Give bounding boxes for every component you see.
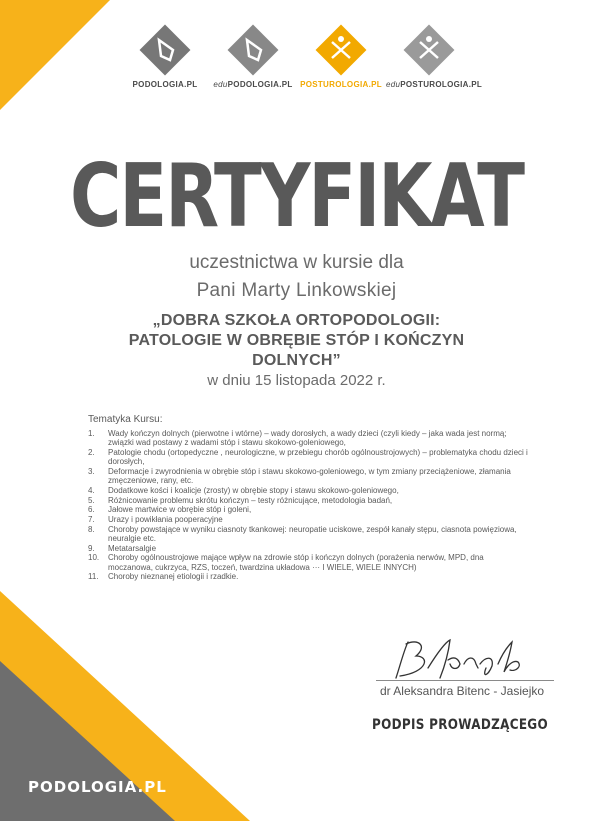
course-date: w dniu 15 listopada 2022 r. (207, 372, 386, 389)
list-item: 4. Dodatkowe kości i koalicje (zrosty) w obrębie stopy i stawu skokowo-goleniowego, (88, 485, 399, 495)
signature-label: PODPIS PROWADZĄCEGO (372, 716, 548, 733)
partner-logos (122, 22, 483, 102)
certificate-subtitle: uczestnictwa w kursie dla (189, 252, 404, 273)
course-topics (88, 415, 528, 582)
list-item: 1. Wady kończyn dolnych (pierwotne i wtórne) – wady dorosłych, a wady dzieci (czyli kiedy – jaka wada jest normą; związki wad postawy z wadami stóp i stawu skokowo-goleniowego, (88, 429, 507, 448)
footer-brand: PODOLOGIA.PL (28, 778, 167, 796)
handwritten-signature (388, 638, 538, 682)
corner-accent-top-left (0, 0, 110, 110)
posture-icon (401, 22, 457, 78)
list-item: 10. Choroby ogólnoustrojowe mające wpływ na zdrowie stóp i kończyn dolnych (porażenia nerwów, MPD, dna moczanowa, cukrzyca, RZS, toczeń, twardzina układowa ··· I WIELE, WIELE INNYCH) (88, 553, 484, 572)
foot-icon (137, 22, 193, 78)
list-item: 9. Metatarsalgie (88, 543, 157, 553)
list-item: 11. Choroby nieznanej etiologii i rzadkie. (88, 572, 239, 582)
logo-podologia: PODOLOGIA.PL (122, 22, 208, 89)
signature-line (376, 680, 554, 681)
logo-edu-posturologia: eduPOSTUROLOGIA.PL (386, 22, 472, 89)
list-item: 6. Jałowe martwice w obrębie stóp i goleni, (88, 505, 252, 515)
signer-name: dr Aleksandra Bitenc - Jasiejko (379, 684, 545, 698)
list-item: 3. Deformacje i zwyrodnienia w obrębie stóp i stawu skokowo-goleniowego, w tym zmiany przeciążeniowe, złamania zmęczeniowe, rany, etc. (88, 467, 511, 486)
posture-icon (313, 22, 369, 78)
logo-posturologia: POSTUROLOGIA.PL (298, 22, 384, 89)
logo-edu-podologia: eduPODOLOGIA.PL (210, 22, 296, 89)
recipient-name: Pani Marty Linkowskiej (196, 280, 397, 301)
list-item: 7. Urazy i powikłania pooperacyjne (88, 515, 223, 525)
list-item: 5. Różnicowanie problemu skrótu kończyn – testy różnicujące, metodologia badań, (88, 495, 393, 505)
topics-list (88, 429, 528, 581)
course-title: „DOBRA SZKOŁA ORTOPODOLOGII: PATOLOGIE W OBRĘBIE STÓP I KOŃCZYN DOLNYCH” (128, 312, 465, 369)
foot-icon (225, 22, 281, 78)
topics-heading: Tematyka Kursu: (88, 414, 163, 425)
certificate-title: CERTYFIKAT (70, 144, 523, 247)
list-item: 2. Patologie chodu (ortopedyczne , neurologiczne, w przebiegu chorób ogólnoustrojowych) – problematyka chodu dzieci i dorosłych, (88, 448, 528, 467)
list-item: 8. Choroby powstające w wyniku ciasnoty tkankowej: neuropatie uciskowe, zespół kanały stępu, ciasnota powięziowa, neuralgie etc. (88, 524, 517, 543)
